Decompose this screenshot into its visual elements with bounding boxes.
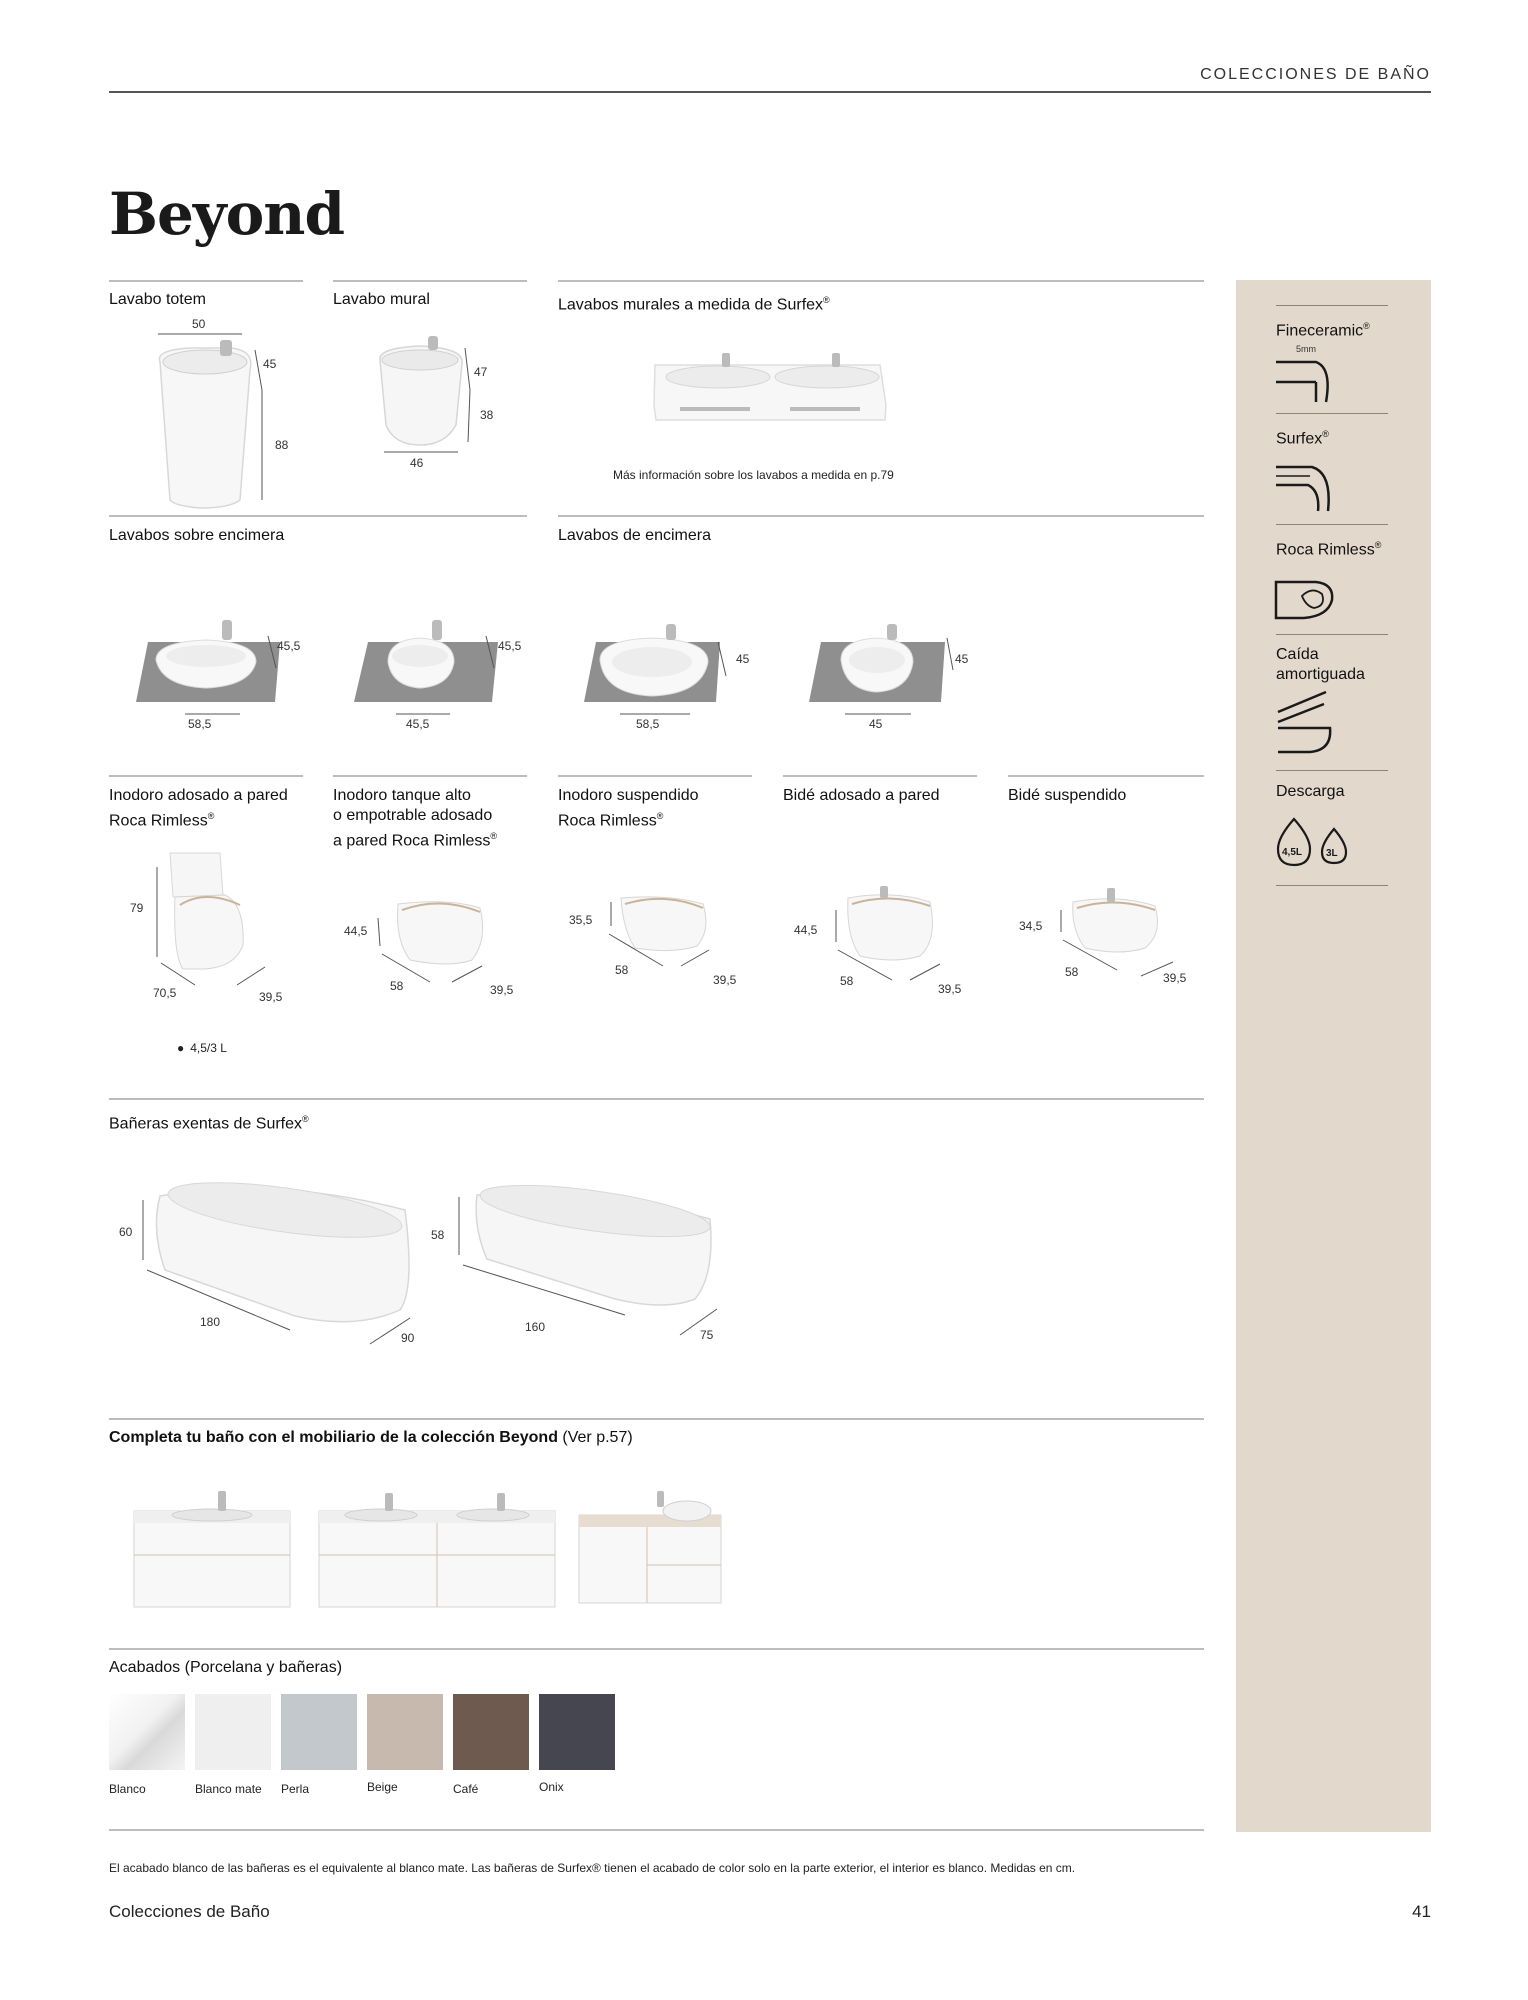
swatch-beige: [367, 1694, 443, 1770]
rule-inodoro-adosado: [109, 775, 303, 777]
flush-note: ● 4,5/3 L: [177, 1041, 227, 1055]
dim-de2-w: 45: [869, 717, 883, 731]
label-lavabos-surfex: Lavabos murales a medida de Surfex®: [558, 295, 830, 314]
rule-bide-adosado: [783, 775, 977, 777]
sobre-encimera-1: [130, 610, 310, 740]
dim-mural-depth: 47: [474, 365, 488, 379]
feature-caida-amortiguada: Caída amortiguada: [1276, 646, 1365, 683]
rule-acabados: [109, 1648, 1204, 1650]
swatch-perla: [281, 1694, 357, 1770]
svg-text:4,5L: 4,5L: [1282, 847, 1303, 858]
dim-totem-depth: 45: [263, 357, 277, 371]
rule-surfex: [558, 280, 1204, 282]
side-rule-6: [1276, 885, 1388, 886]
svg-text:5mm: 5mm: [1296, 344, 1316, 354]
swatch-label-blanco-mate: Blanco mate: [195, 1782, 262, 1796]
label-acabados: Acabados (Porcelana y bañeras): [109, 1659, 343, 1676]
label-lavabos-sobre-encimera: Lavabos sobre encimera: [109, 527, 285, 544]
swatch-blanco: [109, 1694, 185, 1770]
label-bide-suspendido: Bidé suspendido: [1008, 787, 1127, 804]
page-number: 41: [1412, 1902, 1431, 1921]
dim-bide-adosado-w: 39,5: [938, 982, 962, 996]
rule-sobre-encimera: [109, 515, 527, 517]
footnote-rule: [109, 1829, 1204, 1831]
feature-surfex: Surfex®: [1276, 429, 1329, 448]
dim-mural-height: 38: [480, 408, 494, 422]
svg-text:3L: 3L: [1326, 848, 1338, 859]
rule-inodoro-tanque: [333, 775, 527, 777]
side-rule-1: [1276, 305, 1388, 306]
surfex-note: Más información sobre los lavabos a medida en p.79: [613, 468, 894, 482]
feature-rimless: Roca Rimless®: [1276, 540, 1382, 559]
side-rule-3: [1276, 524, 1388, 525]
mueble-2-image: [315, 1485, 560, 1610]
dim-inodoro-adosado-l: 70,5: [153, 986, 177, 1000]
side-rule-5: [1276, 770, 1388, 771]
dim-bide-adosado-l: 58: [840, 974, 854, 988]
bide-adosado-image: [790, 880, 970, 1000]
de-encimera-2: [805, 610, 985, 740]
rule-totem: [109, 280, 303, 282]
side-rule-2: [1276, 413, 1388, 414]
lavabo-totem-image: [130, 310, 305, 510]
dim-inodoro-tanque-w: 39,5: [490, 983, 514, 997]
dim-sobre1-w: 58,5: [188, 717, 212, 731]
dim-de1-w: 58,5: [636, 717, 660, 731]
bide-suspendido-image: [1015, 880, 1195, 1000]
label-baneras: Bañeras exentas de Surfex®: [109, 1114, 309, 1133]
feature-descarga: Descarga: [1276, 783, 1345, 800]
side-rule-4: [1276, 634, 1388, 635]
inodoro-suspendido-image: [565, 890, 745, 995]
dim-de2-h: 45: [955, 652, 969, 666]
dim-banera2-h: 58: [431, 1228, 445, 1242]
dim-bide-susp-l: 58: [1065, 965, 1079, 979]
dim-banera1-h: 60: [119, 1225, 133, 1239]
rule-mobiliario: [109, 1418, 1204, 1420]
dim-inodoro-tanque-h: 44,5: [344, 924, 368, 938]
label-inodoro-tanque: Inodoro tanque alto o empotrable adosado a pared Roca Rimless®: [333, 787, 498, 850]
page-title: Beyond: [109, 180, 345, 248]
lavabo-surfex-image: [650, 345, 890, 425]
label-lavabo-mural: Lavabo mural: [333, 291, 430, 308]
dim-banera2-w: 75: [700, 1328, 714, 1342]
dim-inodoro-susp-w: 39,5: [713, 973, 737, 987]
label-inodoro-adosado: Inodoro adosado a pared Roca Rimless®: [109, 787, 288, 830]
dim-inodoro-tanque-l: 58: [390, 979, 404, 993]
label-lavabo-totem: Lavabo totem: [109, 291, 206, 308]
swatch-label-onix: Onix: [539, 1780, 564, 1794]
label-lavabos-de-encimera: Lavabos de encimera: [558, 527, 711, 544]
dim-inodoro-adosado-w: 39,5: [259, 990, 283, 1004]
surfex-icon: [1274, 455, 1344, 520]
swatch-cafe: [453, 1694, 529, 1770]
dim-inodoro-susp-l: 58: [615, 963, 629, 977]
dim-mural-width: 46: [410, 456, 424, 470]
fineceramic-icon: [1274, 340, 1344, 405]
soft-close-icon: [1274, 688, 1344, 756]
rule-inodoro-suspendido: [558, 775, 752, 777]
lavabo-mural-image: [370, 330, 510, 475]
label-bide-adosado: Bidé adosado a pared: [783, 787, 940, 804]
rule-mural: [333, 280, 527, 282]
inodoro-tanque-image: [340, 890, 520, 1005]
dual-flush-icon: [1274, 815, 1354, 870]
dim-inodoro-adosado-h: 79: [130, 901, 144, 915]
swatch-label-perla: Perla: [281, 1782, 310, 1796]
dim-bide-adosado-h: 44,5: [794, 923, 818, 937]
swatch-label-blanco: Blanco: [109, 1782, 146, 1796]
footnote: El acabado blanco de las bañeras es el equivalente al blanco mate. Las bañeras de Surfex® tienen el acabado de color solo en la parte exterior, el interior es blanco. Medidas en cm.: [109, 1861, 1076, 1875]
rule-de-encimera: [558, 515, 1204, 517]
header-rule: [109, 91, 1431, 93]
dim-totem-width: 50: [192, 317, 206, 331]
dim-banera1-w: 90: [401, 1331, 415, 1345]
banera-2-image: [425, 1175, 725, 1350]
rule-baneras: [109, 1098, 1204, 1100]
mueble-3-image: [575, 1485, 725, 1610]
label-mobiliario: Completa tu baño con el mobiliario de la colección Beyond (Ver p.57): [109, 1429, 633, 1446]
inodoro-adosado-image: [125, 845, 300, 1005]
dim-banera2-l: 160: [525, 1320, 546, 1334]
dim-inodoro-susp-h: 35,5: [569, 913, 593, 927]
swatch-label-beige: Beige: [367, 1780, 398, 1794]
dim-de1-h: 45: [736, 652, 750, 666]
section-header: COLECCIONES DE BAÑO: [1200, 66, 1431, 83]
swatch-onix: [539, 1694, 615, 1770]
rimless-icon: [1274, 578, 1344, 623]
mueble-1-image: [130, 1485, 295, 1610]
dim-sobre1-h: 45,5: [277, 639, 301, 653]
rule-bide-suspendido: [1008, 775, 1204, 777]
feature-fineceramic: Fineceramic®: [1276, 321, 1370, 340]
swatch-label-cafe: Café: [453, 1782, 479, 1796]
de-encimera-1: [580, 610, 760, 740]
dim-bide-susp-h: 34,5: [1019, 919, 1043, 933]
dim-sobre2-h: 45,5: [498, 639, 522, 653]
drop-icon: ●: [177, 1041, 185, 1055]
footer-collection: Colecciones de Baño: [109, 1902, 270, 1921]
dim-totem-height: 88: [275, 438, 289, 452]
banera-1-image: [115, 1170, 435, 1350]
dim-bide-susp-w: 39,5: [1163, 971, 1187, 985]
dim-banera1-l: 180: [200, 1315, 221, 1329]
swatch-blanco-mate: [195, 1694, 271, 1770]
label-inodoro-suspendido: Inodoro suspendido Roca Rimless®: [558, 787, 699, 830]
dim-sobre2-w: 45,5: [406, 717, 430, 731]
sobre-encimera-2: [350, 610, 530, 740]
